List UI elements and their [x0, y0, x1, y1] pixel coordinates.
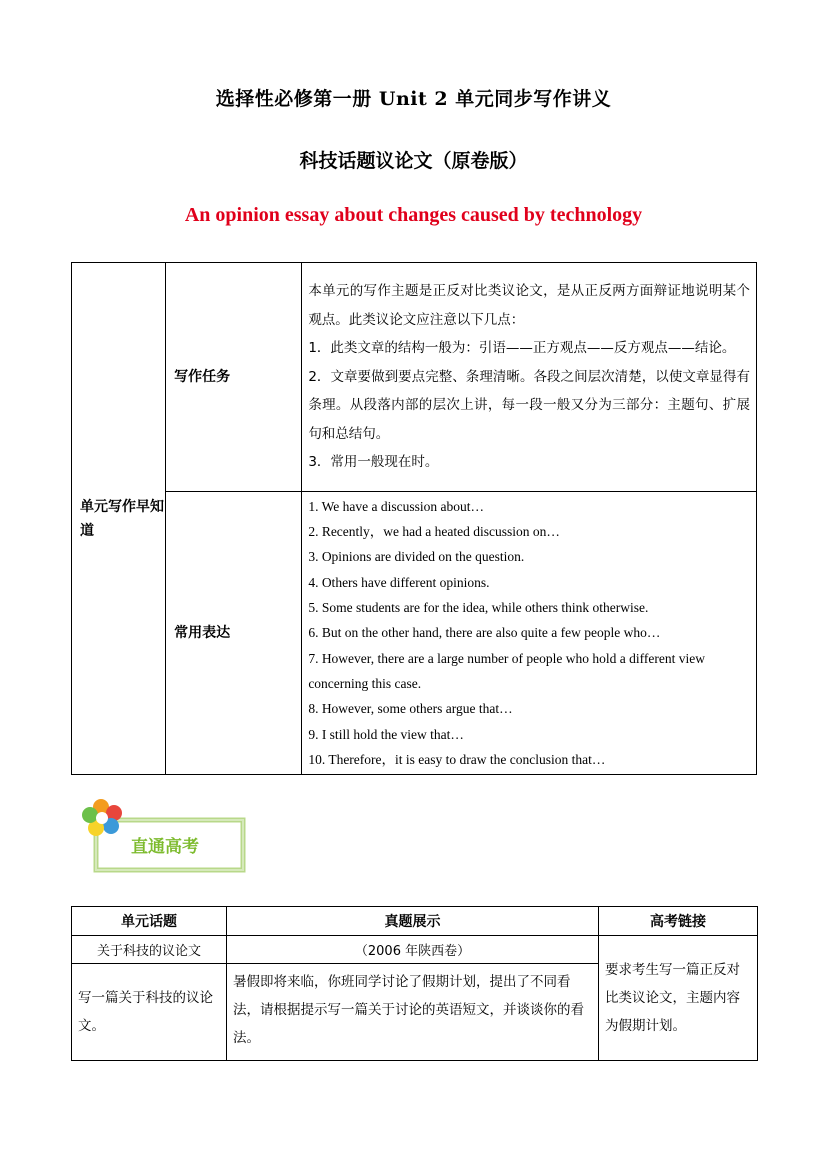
overview-table — [71, 262, 757, 775]
expression-line: 9. I still hold the view that… — [308, 726, 464, 742]
flower-icon — [82, 799, 122, 836]
expression-line: 8. However, some others argue that… — [308, 701, 513, 717]
exam-table — [71, 906, 758, 1061]
link-text: 要求考生写一篇正反对比类议论文，主题内容为假期计划。 — [599, 936, 758, 1061]
page-subtitle: 科技话题议论文（原卷版） — [299, 150, 528, 172]
task-label: 写作任务 — [166, 263, 302, 492]
page-title: 选择性必修第一册 Unit 2 单元同步写作讲义 — [215, 88, 612, 110]
expression-line: 5. Some students are for the idea, while others think otherwise. — [308, 600, 649, 616]
task-line: 2．文章要做到要点完整、条理清晰。各段之间层次清楚，以使文章显得有条理。从段落内部的层次上讲，每一段一般又分为三部分：主题句、扩展句和总结句。 — [308, 368, 750, 442]
topic-label: 关于科技的议论文 — [72, 936, 227, 964]
expressions-label: 常用表达 — [166, 492, 302, 775]
expression-line: 4. Others have different opinions. — [308, 574, 490, 590]
banner-text: 直通高考 — [131, 837, 199, 857]
task-line: 1．此类文章的结构一般为：引语——正方观点——反方观点——结论。 — [308, 340, 736, 357]
exam-banner — [80, 798, 250, 876]
expression-line: 3. Opinions are divided on the question. — [308, 549, 525, 565]
expression-line: 2. Recently，we had a heated discussion on… — [308, 524, 560, 540]
section-label-text: 单元写作早知道 — [80, 498, 164, 539]
header-exam: 真题展示 — [227, 907, 599, 936]
expression-line: 10. Therefore，it is easy to draw the conclusion that… — [308, 751, 606, 767]
section-label — [72, 263, 166, 775]
task-line: 本单元的写作主题是正反对比类议论文，是从正反两方面辩证地说明某个观点。此类议论文应注意以下几点： — [308, 282, 750, 328]
topic-detail: 写一篇关于科技的议论文。 — [72, 964, 227, 1061]
exam-source: （2006 年陕西卷） — [227, 936, 599, 964]
exam-prompt: 暑假即将来临，你班同学讨论了假期计划，提出了不同看法，请根据提示写一篇关于讨论的英语短文，并谈谈你的看法。 — [227, 964, 599, 1061]
task-line: 3．常用一般现在时。 — [308, 454, 439, 471]
english-title: An opinion essay about changes caused by technology — [184, 204, 643, 226]
header-topic: 单元话题 — [72, 907, 227, 936]
expression-line: 6. But on the other hand, there are also quite a few people who… — [308, 625, 661, 641]
expression-line: 7. However, there are a large number of people who hold a different view concerning this case. — [308, 650, 705, 691]
expression-line: 1. We have a discussion about… — [308, 498, 484, 514]
header-link: 高考链接 — [599, 907, 758, 936]
expressions-content — [302, 492, 757, 775]
task-content — [302, 263, 757, 492]
